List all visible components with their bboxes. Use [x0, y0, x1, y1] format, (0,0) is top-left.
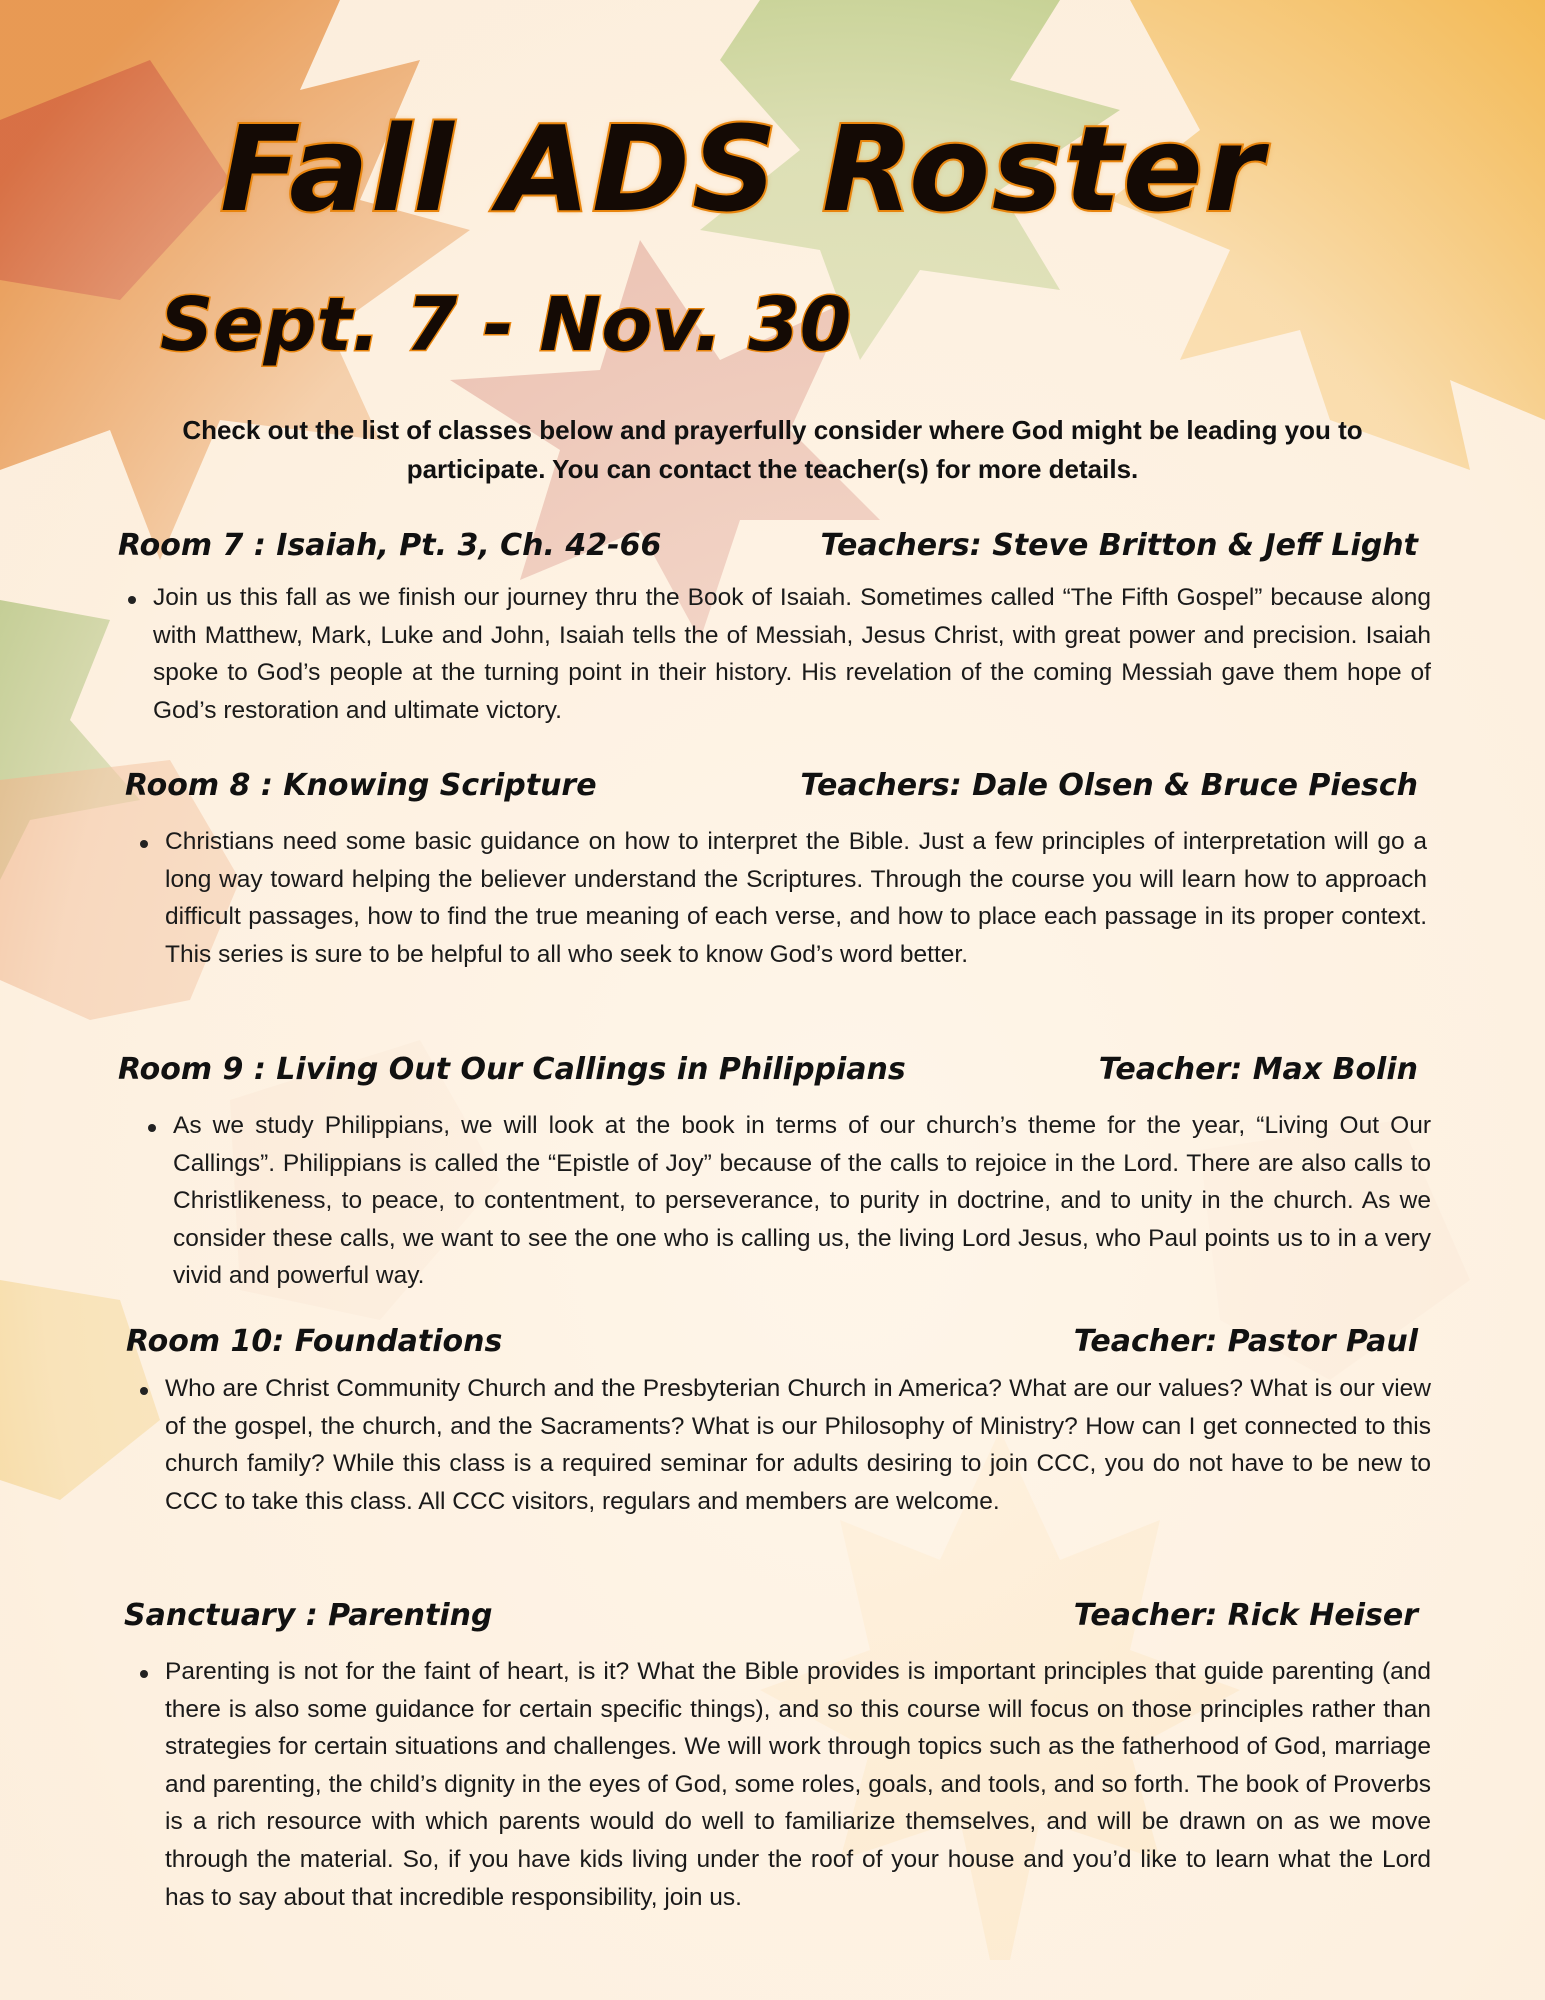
class-section-room-9	[0, 1052, 1545, 1290]
bullet-icon	[140, 840, 148, 848]
class-header	[0, 1052, 1545, 1096]
bullet-icon	[128, 596, 136, 604]
bullet-icon	[140, 1387, 148, 1395]
class-teacher: Teacher: Max Bolin	[1098, 1052, 1418, 1087]
class-teacher: Teachers: Dale Olsen & Bruce Piesch	[800, 768, 1418, 803]
class-room-title: Room 7 : Isaiah, Pt. 3, Ch. 42-66	[118, 528, 662, 563]
page-title: Fall ADS Roster	[220, 100, 1265, 238]
class-description: Parenting is not for the faint of heart, is it? What the Bible provides is important principles that guide parenting (and there is also some guidance for certain specific things), and so this course will focus on those principles rather than strategies for certain situations and challenges. We will work through topics such as the fatherhood of God, marriage and parenting, the child’s dignity in the eyes of God, some roles, goals, and tools, and so forth. The book of Proverbs is a rich resource with which parents would do well to familiarize themselves, and will be drawn on as we move through the material. So, if you have kids living under the roof of your house and you’d like to learn what the Lord has to say about that incredible responsibility, join us.	[165, 1658, 1431, 1911]
class-section-room-7	[0, 528, 1545, 724]
class-header	[0, 1324, 1545, 1368]
class-section-sanctuary	[0, 1598, 1545, 1911]
class-teacher: Teacher: Pastor Paul	[1073, 1324, 1418, 1359]
class-header	[0, 1598, 1545, 1642]
bullet-icon	[140, 1670, 148, 1678]
class-description: Join us this fall as we finish our journey thru the Book of Isaiah. Sometimes called “The Fifth Gospel” because along with Matthew, Mark, Luke and John, Isaiah tells the of Messiah, Jesus Christ, with great power and precision. Isaiah spoke to God’s people at the turning point in their history. His revelation of the coming Messiah gave them hope of God’s restoration and ultimate victory.	[153, 584, 1431, 724]
class-description: As we study Philippians, we will look at the book in terms of our church’s theme for the year, “Living Out Our Callings”. Philippians is called the “Epistle of Joy” because of the calls to rejoice in the Lord. There are also calls to Christlikeness, to peace, to contentment, to perseverance, to purity in doctrine, and to unity in the church. As we consider these calls, we want to see the one who is calling us, the living Lord Jesus, who Paul points us to in a very vivid and powerful way.	[173, 1112, 1431, 1290]
class-section-room-8	[0, 768, 1545, 968]
class-header	[0, 768, 1545, 812]
class-room-title: Sanctuary : Parenting	[124, 1598, 493, 1633]
date-range: Sept. 7 - Nov. 30	[160, 282, 852, 368]
class-room-title: Room 9 : Living Out Our Callings in Philippians	[118, 1052, 906, 1087]
class-description: Who are Christ Community Church and the Presbyterian Church in America? What are our values? What is our view of the gospel, the church, and the Sacraments? What is our Philosophy of Ministry? How can I get connected to this church family? While this class is a required seminar for adults desiring to join CCC, you do not have to be new to CCC to take this class. All CCC visitors, regulars and members are welcome.	[165, 1375, 1431, 1515]
class-teacher: Teachers: Steve Britton & Jeff Light	[820, 528, 1418, 563]
class-description: Christians need some basic guidance on how to interpret the Bible. Just a few principles of interpretation will go a long way toward helping the believer understand the Scriptures. Through the course you will learn how to approach difficult passages, how to find the true meaning of each verse, and how to place each passage in its proper context. This series is sure to be helpful to all who seek to know God’s word better.	[165, 828, 1427, 968]
class-header	[0, 528, 1545, 572]
class-teacher: Teacher: Rick Heiser	[1073, 1598, 1418, 1633]
class-section-room-10	[0, 1324, 1545, 1515]
class-room-title: Room 8 : Knowing Scripture	[125, 768, 597, 803]
class-room-title: Room 10: Foundations	[126, 1324, 503, 1359]
intro-text: Check out the list of classes below and prayerfully consider where God might be leading you to participate. You can contact the teacher(s) for more details.	[182, 415, 1363, 484]
bullet-icon	[148, 1124, 156, 1132]
